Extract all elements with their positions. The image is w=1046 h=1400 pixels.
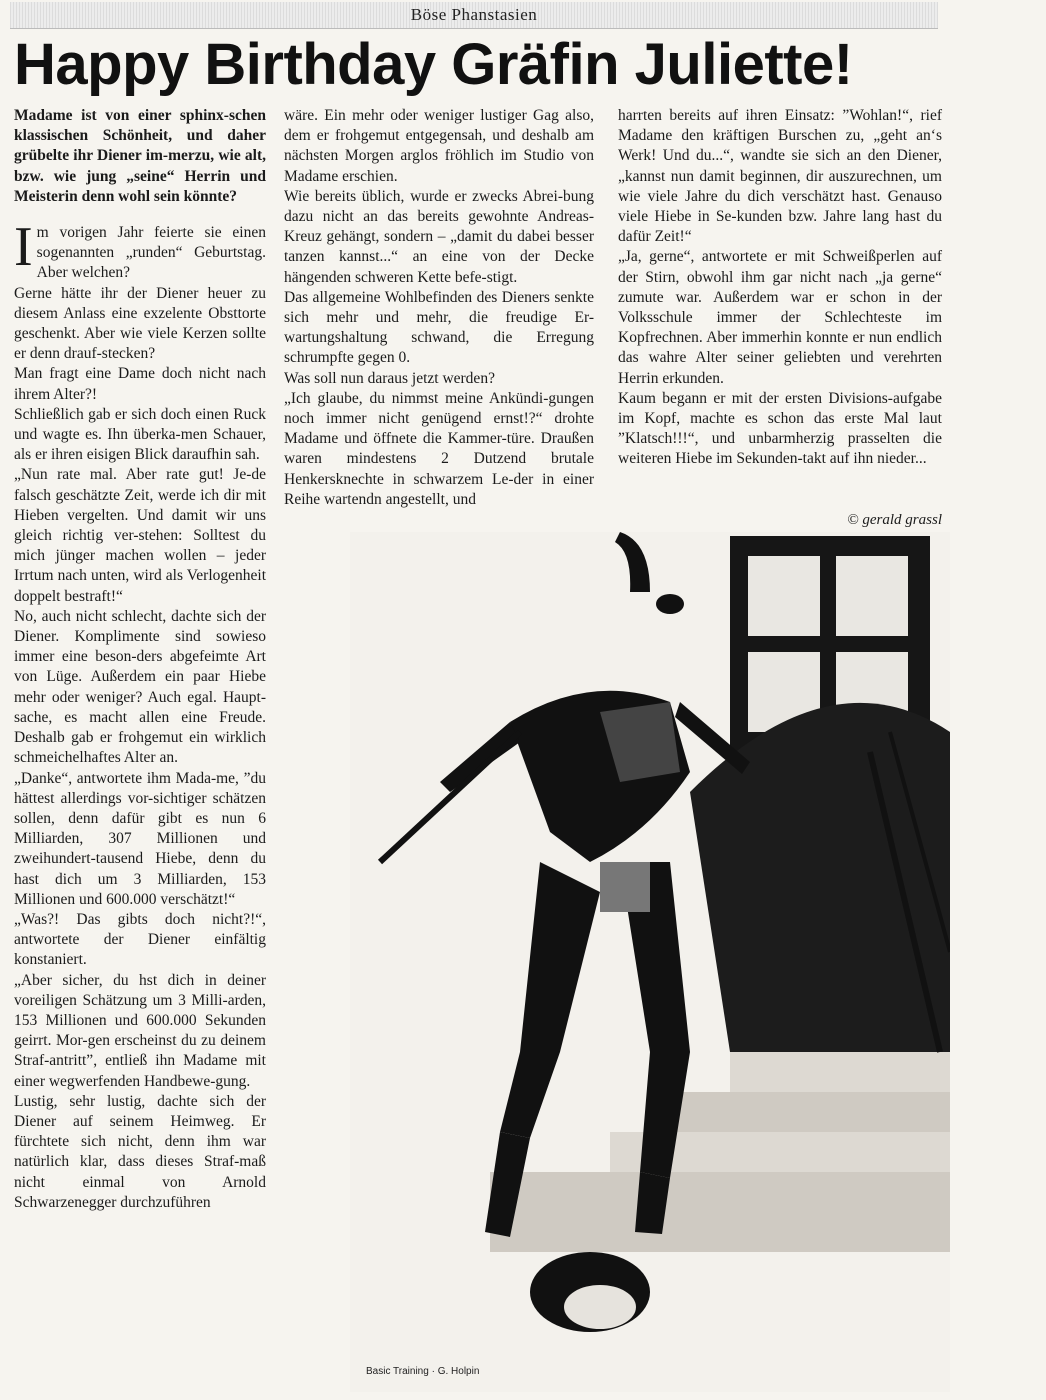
paragraph: Kaum begann er mit der ersten Divisions-aufgabe im Kopf, machte es schon das erste Mal laut ”Klatsch!!!“, und unbarmherzig prasselten die weiteren Hiebe im Sekunden-takt auf ihn nieder... (618, 389, 942, 468)
paragraph: Lustig, sehr lustig, dachte sich der Diener auf seinem Heimweg. Er fürchtete sich nicht, denn ihm war natürlich klar, dass dieses Straf-maß nicht einmal von Arnold Schwarzenegger durchzuführen (14, 1092, 266, 1211)
paragraph: „Nun rate mal. Aber rate gut! Je-de falsch geschätzte Zeit, werde ich dir mit Hieben vergelten. Und damit wir uns gleich richtig ver-stehen: Solltest du mich jünger machen wollen – jeder Irrtum nach unten, wird als Verlogenheit doppelt bestraft!“ (14, 466, 266, 605)
paragraph: Was soll nun daraus jetzt werden? (284, 369, 495, 387)
paragraph: Wie bereits üblich, wurde er zwecks Abrei-bung dazu nicht an das bereits gewohnte Andreas-Kreuz gehängt, sondern – „damit du dabei besser tanzen kannst...“ an eine von der Decke hängenden schweren Kette befe-stigt. (284, 187, 594, 286)
lead-paragraph: Madame ist von einer sphinx-schen klassischen Schönheit, und daher grübelte ihr Diener im-merzu, wie alt, bzw. wie jung „seine“ Herrin und Meisterin denn wohl sein könnte? (14, 107, 266, 205)
section-title: Böse Phanstasien (410, 5, 538, 24)
paragraph: wäre. Ein mehr oder weniger lustiger Gag also, dem er frohgemut entgegensah, und deshalb am nächsten Morgen arglos fröhlich im Studio von Madame erschien. (284, 107, 594, 185)
paragraph: „Ja, gerne“, antwortete er mit Schweißperlen auf der Stirn, obwohl ihm gar nicht nach „ja gerne“ zumute war. Außerdem war er schon in der Volksschule immer der Schlechteste im Kopfrechnen. Aber immerhin konnte er nun endlich das wahre Alter seiner geliebten und verehrten Herrin erkunden. (618, 248, 942, 387)
paragraph: „Danke“, antwortete ihm Mada-me, ”du hättest allerdings vor-sichtiger schätzen sollen, denn dafür gibt es nun 6 Milliarden, 307 Millionen und zweihundert-tausend Hiebe, denn du hast dich um 3 Milliarden, 153 Millionen und 600.000 verschätzt!“ (14, 769, 266, 908)
paragraph: No, auch nicht schlecht, dachte sich der Diener. Komplimente sind sowieso immer eine beson-ders abgefeimte Art von Lüge. Außerdem ein paar Hiebe mehr oder weniger? Auch egal. Haupt-sache, es macht allen eine Freude. Deshalb gab er frohgemut ein wirklich schmeichelhaftes Alter an. (14, 607, 266, 767)
paragraph: „Ich glaube, du nimmst meine Ankündi-gungen noch immer nicht genügend ernst!?“ drohte Madame und öffnete die Kammer-türe. Draußen waren mindestens 2 Dutzend brutale Henkersknechte in schwarzem Le-der in einer Reihe wartendn angestellt, und (284, 389, 594, 508)
article-headline: Happy Birthday Gräfin Juliette! (14, 32, 853, 97)
photo-caption: Basic Training · G. Holpin (366, 1366, 480, 1377)
paragraph: Man fragt eine Dame doch nicht nach ihrem Alter?! (14, 365, 266, 403)
article-column-1 (14, 106, 266, 1213)
photo-illustration (350, 532, 950, 1392)
article-column-2 (284, 106, 594, 510)
paragraph: Schließlich gab er sich doch einen Ruck und wagte es. Ihn überka-men Schauer, als er ihren eisigen Blick daraufhin sah. (14, 405, 266, 464)
paragraph: Im vorigen Jahr feierte sie einen sogenannten „runden“ Geburtstag. Aber welchen? (14, 216, 266, 282)
drop-cap: I (14, 216, 33, 279)
paragraph: „Aber sicher, du hst dich in deiner voreiligen Schätzung um 3 Milli-arden, 153 Millionen und 600.000 Sekunden geirrt. Mor-gen erscheinst du zu deinem Straf-antritt”, entließ ihn Madame mit einer wegwerfenden Handbewe-gung. (14, 971, 266, 1090)
section-header (10, 2, 938, 29)
paragraph: harrten bereits auf ihren Einsatz: ”Wohlan!“, rief Madame den kräftigen Burschen zu, „geht an‘s Werk! Und du...“, wandte sie sich an den Diener, „kannst nun damit beginnen, dir auszurechnen, um wie viele Jahre du dich verschätzt hast. Genauso viele Hiebe in Se-kunden bzw. Jahre lang hast du dafür Zeit!“ (618, 107, 942, 246)
paragraph: Das allgemeine Wohlbefinden des Dieners senkte sich mehr und mehr, die freudige Er-wartungshaltung schwand, die Erregung schrumpfte gegen 0. (284, 288, 594, 367)
article-photo (350, 532, 950, 1392)
paragraph: Gerne hätte ihr der Diener heuer zu diesem Anlass eine exzelente Obsttorte geschenkt. Aber wie viele Kerzen sollte er denn drauf-stecken? (14, 284, 266, 363)
author-credit: © gerald grassl (847, 512, 942, 528)
article-column-3 (618, 106, 942, 470)
paragraph: „Was?! Das gibts doch nicht?!“, antwortete der Diener einfältig konstaniert. (14, 910, 266, 969)
